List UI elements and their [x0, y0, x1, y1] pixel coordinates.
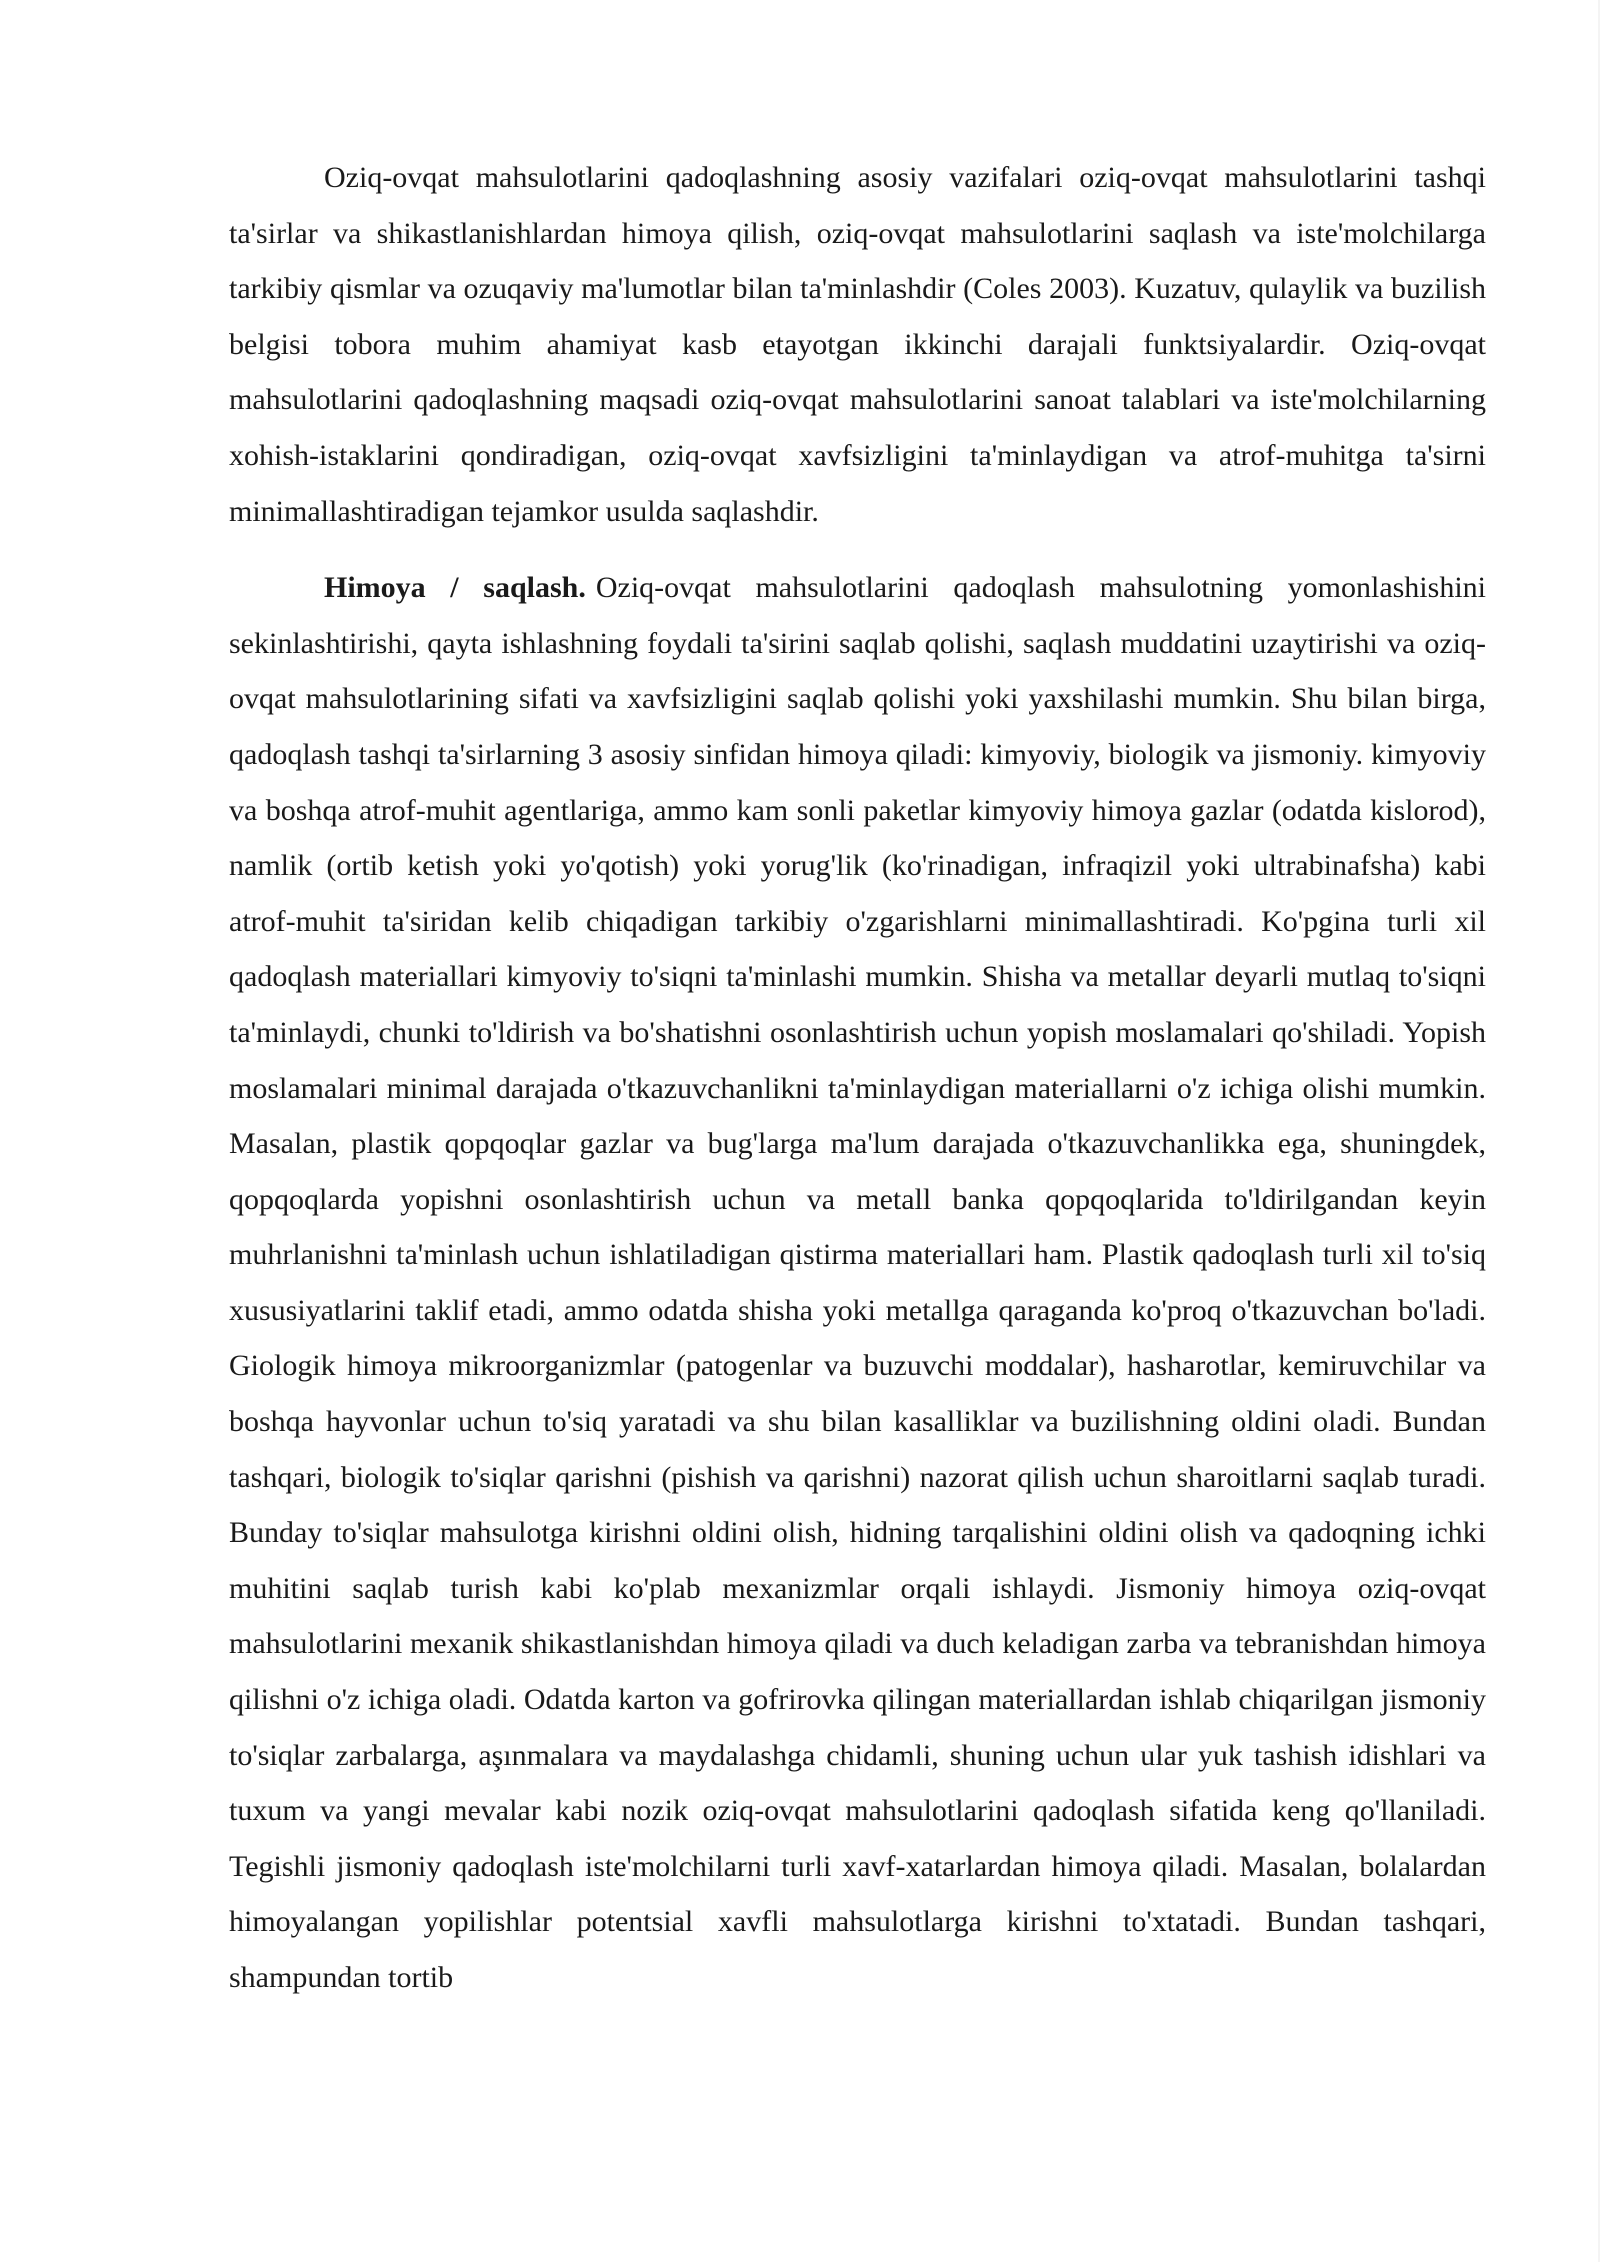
body-text: [229, 150, 1486, 2006]
section-heading: Himoya / saqlash.: [324, 571, 586, 605]
paragraph-protection-text: Oziq-ovqat mahsulotlarini qadoqlash mahsulotning yomonlashishini sekinlashtirishi, qayta ishlashning foydali ta'sirini saqlab qolishi, saqlash muddatini uzaytirishi va oziq-ovqat mahsulotlarining sifati va xavfsizligini saqlab qolishi yoki yaxshilashi mumkin. Shu bilan birga, qadoqlash tashqi ta'sirlarning 3 asosiy sinfidan himoya qiladi: kimyoviy, biologik va jismoniy. kimyoviy va boshqa atrof-muhit agentlariga, ammo kam sonli paketlar kimyoviy himoya gazlar (odatda kislorod), namlik (ortib ketish yoki yo'qotish) yoki yorug'lik (ko'rinadigan, infraqizil yoki ultrabinafsha) kabi atrof-muhit ta'siridan kelib chiqadigan tarkibiy o'zgarishlarni minimallashtiradi. Ko'pgina turli xil qadoqlash materiallari kimyoviy to'siqni ta'minlashi mumkin. Shisha va metallar deyarli mutlaq to'siqni ta'minlaydi, chunki to'ldirish va bo'shatishni osonlashtirish uchun yopish moslamalari qo'shiladi. Yopish moslamalari minimal darajada o'tkazuvchanlikni ta'minlaydigan materiallarni o'z ichiga olishi mumkin. Masalan, plastik qopqoqlar gazlar va bug'larga ma'lum darajada o'tkazuvchanlikka ega, shuningdek, qopqoqlarda yopishni osonlashtirish uchun va metall banka qopqoqlarida to'ldirilgandan keyin muhrlanishni ta'minlash uchun ishlatiladigan qistirma materiallari ham. Plastik qadoqlash turli xil to'siq xususiyatlarini taklif etadi, ammo odatda shisha yoki metallga qaraganda ko'proq o'tkazuvchan bo'ladi. Giologik himoya mikroorganizmlar (patogenlar va buzuvchi moddalar), hasharotlar, kemiruvchilar va boshqa hayvonlar uchun to'siq yaratadi va shu bilan kasalliklar va buzilishning oldini oladi. Bundan tashqari, biologik to'siqlar qarishni (pishish va qarishni) nazorat qilish uchun sharoitlarni saqlab turadi. Bunday to'siqlar mahsulotga kirishni oldini olish, hidning tarqalishini oldini olish va qadoqning ichki muhitini saqlab turish kabi ko'plab mexanizmlar orqali ishlaydi. Jismoniy himoya oziq-ovqat mahsulotlarini mexanik shikastlanishdan himoya qiladi va duch keladigan zarba va tebranishdan himoya qilishni o'z ichiga oladi. Odatda karton va gofrirovka qilingan materiallardan ishlab chiqarilgan jismoniy to'siqlar zarbalarga, aşınmalara va maydalashga chidamli, shuning uchun ular yuk tashish idishlari va tuxum va yangi mevalar kabi nozik oziq-ovqat mahsulotlarini qadoqlash sifatida keng qo'llaniladi. Tegishli jismoniy qadoqlash iste'molchilarni turli xavf-xatarlardan himoya qiladi. Masalan, bolalardan himoyalangan yopilishlar potentsial xavfli mahsulotlarga kirishni to'xtatadi. Bundan tashqari, shampundan tortib: [229, 571, 1486, 1994]
paragraph-intro: [229, 150, 1486, 539]
paragraph-intro-text: Oziq-ovqat mahsulotlarini qadoqlashning asosiy vazifalari oziq-ovqat mahsulotlarini tashqi ta'sirlar va shikastlanishlardan himoya qilish, oziq-ovqat mahsulotlarini saqlash va iste'molchilarga tarkibiy qismlar va ozuqaviy ma'lumotlar bilan ta'minlashdir (Coles 2003). Kuzatuv, qulaylik va buzilish belgisi tobora muhim ahamiyat kasb etayotgan ikkinchi darajali funktsiyalardir. Oziq-ovqat mahsulotlarini qadoqlashning maqsadi oziq-ovqat mahsulotlarini sanoat talablari va iste'molchilarning xohish-istaklarini qondiradigan, oziq-ovqat xavfsizligini ta'minlaydigan va atrof-muhitga ta'sirni minimallashtiradigan tejamkor usulda saqlashdir.: [229, 161, 1486, 528]
paragraph-protection: [229, 560, 1486, 2005]
